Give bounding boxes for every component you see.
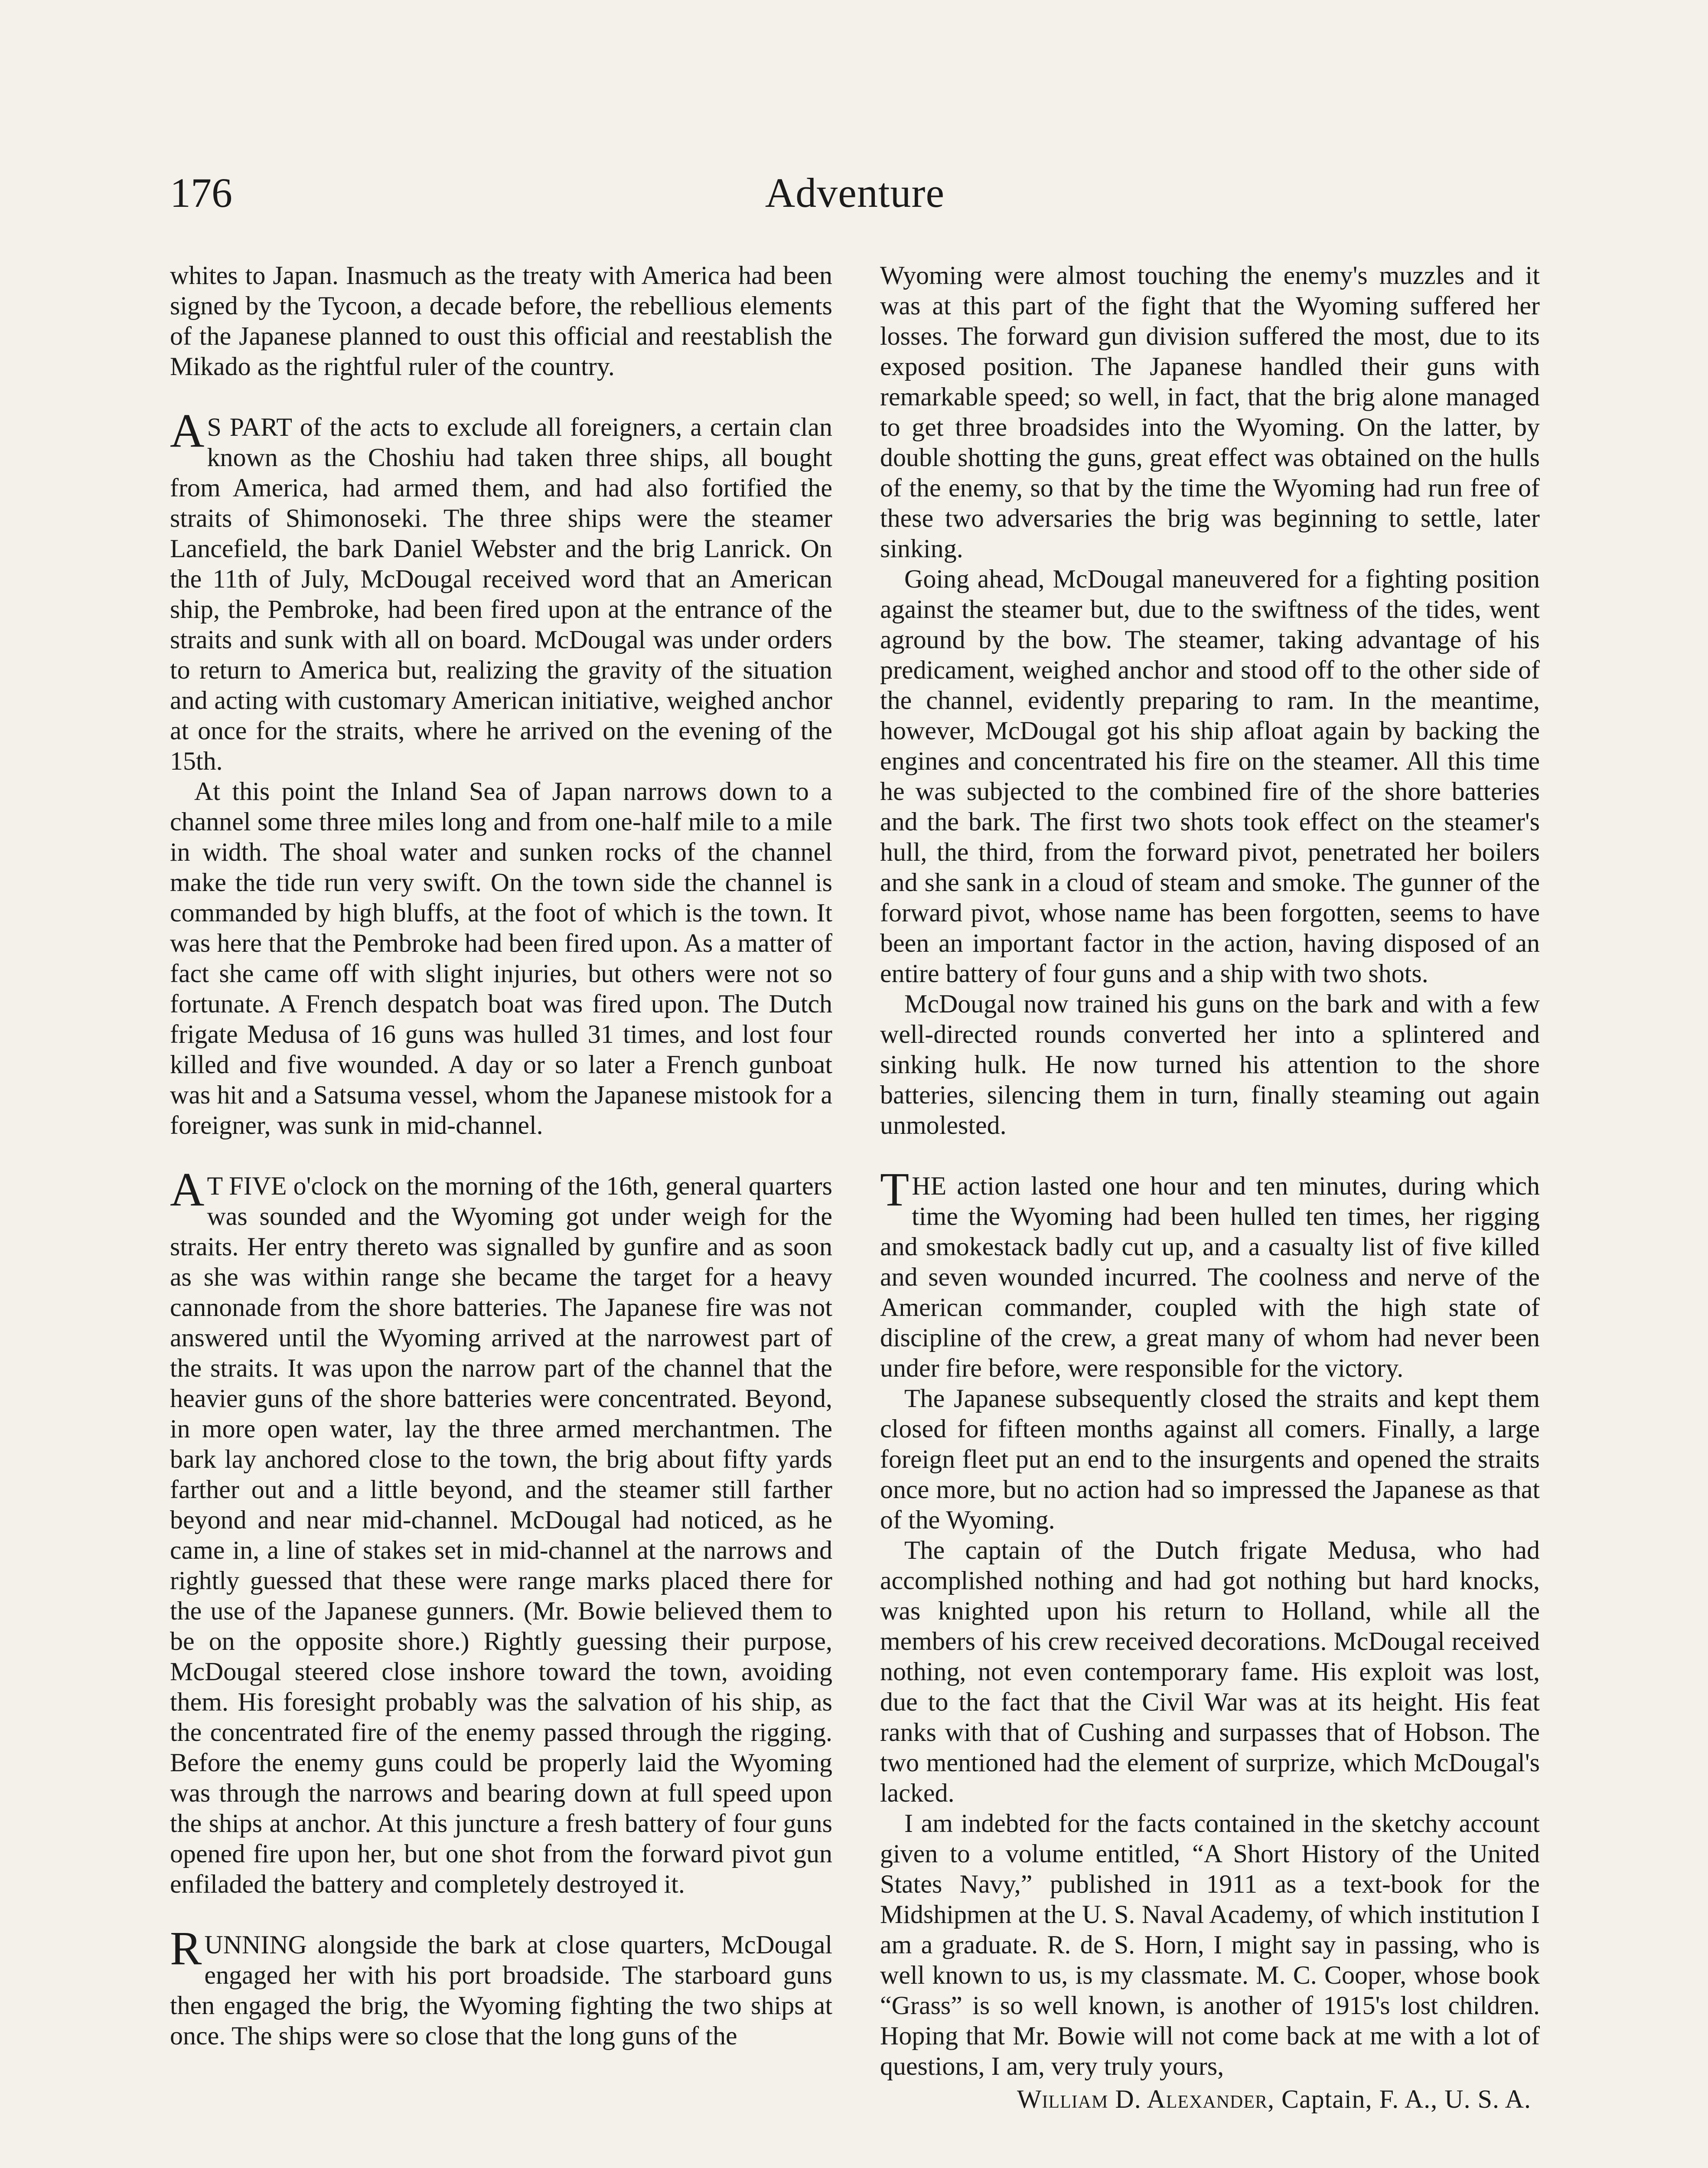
signature-name: William D. Alexander: [1017, 2085, 1268, 2113]
drop-cap: R: [170, 1922, 202, 1975]
body-paragraph: I am indebted for the facts contained in the sketchy account given to a volume entitled, “A Short History of the United States Navy,” published in 1911 as a text-book for the Midshipmen at the U. S. Naval Academy, of which institution I am a graduate. R. de S. Horn, I might say in passing, who is well known to us, is my classmate. M. C. Cooper, whose book “Grass” is so well known, is another of 1915's lost children. Hoping that Mr. Bowie will not come back at me with a lot of questions, I am, very truly yours,: [880, 1809, 1540, 2080]
page-number: 176: [170, 170, 232, 216]
body-paragraph: At this point the Inland Sea of Japan narrows down to a channel some three miles long and from one-half mile to a mile in width. The shoal water and sunken rocks of the channel make the tide run very swift. On the town side the channel is commanded by high bluffs, at the foot of which is the town. It was here that the Pembroke had been fired upon. As a matter of fact she came off with slight injuries, but others were not so fortunate. A French despatch boat was fired upon. The Dutch frigate Medusa of 16 guns was hulled 31 times, and lost four killed and five wounded. A day or so later a French gunboat was hit and a Satsuma vessel, whom the Japanese mistook for a foreigner, was sunk in mid-channel.: [170, 777, 832, 1140]
page-header: [170, 169, 1540, 225]
signature-title: , Captain, F. A., U. S. A.: [1268, 2085, 1531, 2113]
magazine-title: Adventure: [765, 170, 945, 216]
body-paragraph: whites to Japan. Inasmuch as the treaty with America had been signed by the Tycoon, a decade before, the rebellious elements of the Japanese planned to oust this official and reestablish the Mikado as the rightful ruler of the country.: [170, 261, 832, 381]
section-paragraph: [170, 1922, 832, 2051]
signature: [880, 2084, 1540, 2114]
body-paragraph: Wyoming were almost touching the enemy's muzzles and it was at this part of the fight that the Wyoming suffered her losses. The forward gun division suffered the most, due to its exposed position. The Japanese handled their guns with remarkable speed; so well, in fact, that the brig alone managed to get three broadsides into the Wyoming. On the latter, by double shotting the guns, great effect was obtained on the hulls of the enemy, so that by the time the Wyoming had run free of these two adversaries the brig was beginning to settle, later sinking.: [880, 261, 1540, 563]
paragraph-text: S PART of the acts to exclude all foreigners, a certain clan known as the Choshiu had taken three ships, all bought from America, had armed them, and had also fortified the straits of Shimonoseki. The three ships were the steamer Lancefield, the bark Daniel Webster and the brig Lanrick. On the 11th of July, McDougal received word that an American ship, the Pembroke, had been fired upon at the entrance of the straits and sunk with all on board. McDougal was under orders to return to America but, realizing the gravity of the situation and acting with customary American initiative, weighed anchor at once for the straits, where he arrived on the evening of the 15th.: [170, 413, 832, 775]
section-paragraph: [170, 1163, 832, 1899]
drop-cap: T: [880, 1163, 909, 1216]
left-column: [170, 260, 832, 2051]
paragraph-text: HE action lasted one hour and ten minutes, during which time the Wyoming had been hulled ten times, her rigging and smokestack badly cut up, and a casualty list of five killed and seven wounded incurred. The coolness and nerve of the American commander, coupled with the high state of discipline of the crew, a great many of whom had never been under fire before, were responsible for the victory.: [880, 1172, 1540, 1382]
body-paragraph: The Japanese subsequently closed the straits and kept them closed for fifteen months against all comers. Finally, a large foreign fleet put an end to the insurgents and opened the straits once more, but no action had so impressed the Japanese as that of the Wyoming.: [880, 1384, 1540, 1534]
drop-cap: A: [170, 1163, 205, 1216]
drop-cap: A: [170, 404, 205, 457]
paragraph-text: T FIVE o'clock on the morning of the 16th, general quarters was sounded and the Wyoming got under weigh for the straits. Her entry thereto was signalled by gunfire and as soon as she was within range she became the target for a heavy cannonade from the shore batteries. The Japanese fire was not answered until the Wyoming arrived at the narrowest part of the straits. It was upon the narrow part of the channel that the heavier guns of the shore batteries were concentrated. Beyond, in more open water, lay the three armed merchantmen. The bark lay anchored close to the town, the brig about fifty yards farther out and a little beyond, and the steamer still farther beyond and near mid-channel. McDougal had noticed, as he came in, a line of stakes set in mid-channel at the narrows and rightly guessed that these were range marks placed there for the use of the Japanese gunners. (Mr. Bowie believed them to be on the opposite shore.) Rightly guessing their purpose, McDougal steered close inshore toward the town, avoiding them. His foresight probably was the salvation of his ship, as the concentrated fire of the enemy passed through the rigging. Before the enemy guns could be properly laid the Wyoming was through the narrows and bearing down at full speed upon the ships at anchor. At this juncture a fresh battery of four guns opened fire upon her, but one shot from the forward pivot gun enfiladed the battery and completely destroyed it.: [170, 1172, 832, 1898]
section-paragraph: [170, 404, 832, 776]
body-paragraph: McDougal now trained his guns on the bark and with a few well-directed rounds converted her into a splintered and sinking hulk. He now turned his attention to the shore batteries, silencing them in turn, finally steaming out again unmolested.: [880, 989, 1540, 1140]
body-paragraph: Going ahead, McDougal maneuvered for a fighting position against the steamer but, due to the swiftness of the tides, went aground by the bow. The steamer, taking advantage of his predicament, weighed anchor and stood off to the other side of the channel, evidently preparing to ram. In the meantime, however, McDougal got his ship afloat again by backing the engines and concentrated his fire on the steamer. All this time he was subjected to the combined fire of the shore batteries and the bark. The first two shots took effect on the steamer's hull, the third, from the forward pivot, penetrated her boilers and she sank in a cloud of steam and smoke. The gunner of the forward pivot, whose name has been forgotten, seems to have been an important factor in the action, having disposed of an entire battery of four guns and a ship with two shots.: [880, 565, 1540, 988]
body-paragraph: The captain of the Dutch frigate Medusa, who had accomplished nothing and had got nothing but hard knocks, was knighted upon his return to Holland, while all the members of his crew received decorations. McDougal received nothing, not even contemporary fame. His exploit was lost, due to the fact that the Civil War was at its height. His feat ranks with that of Cushing and surpasses that of Hobson. The two mentioned had the element of surprize, which McDougal's lacked.: [880, 1536, 1540, 1807]
section-paragraph: [880, 1163, 1540, 1383]
right-column: [880, 260, 1540, 2114]
paragraph-text: UNNING alongside the bark at close quarters, McDougal engaged her with his port broadside. The starboard guns then engaged the brig, the Wyoming fighting the two ships at once. The ships were so close that the long guns of the: [170, 1930, 832, 2050]
